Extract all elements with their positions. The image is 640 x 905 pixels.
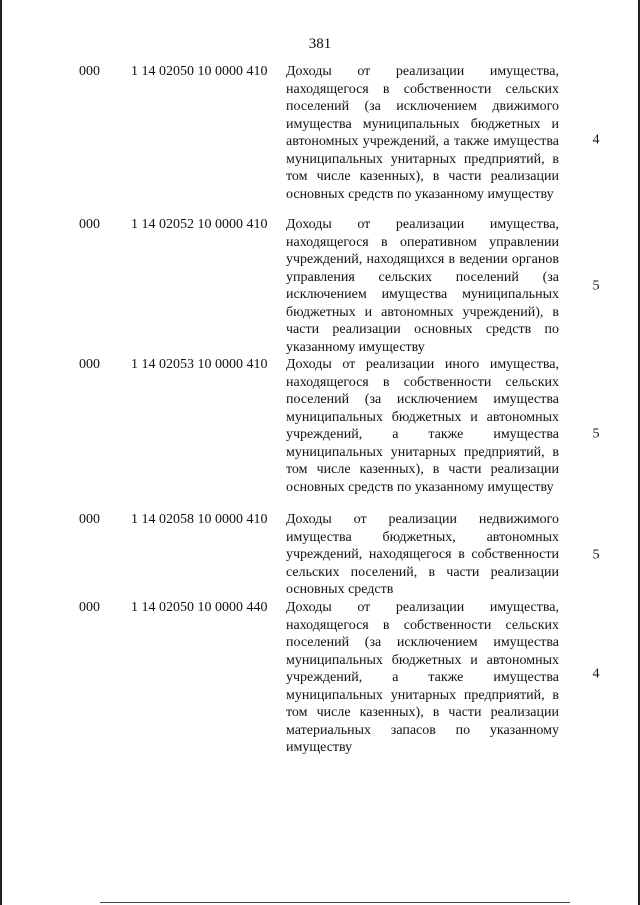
income-code: 1 14 02052 10 0000 410 bbox=[131, 217, 268, 232]
income-name: Доходы от реализации иного имущества, находящегося в собственности сельских поселений (за исключением имущества муниципальных бюджетных и автономных учреждений, а также имущества муниципальных унитарных предприятий, в том числе казенных), в части реализации основных средств по указанному имуществу bbox=[286, 357, 559, 495]
table-row bbox=[0, 216, 640, 356]
admin-code: 000 bbox=[79, 217, 100, 232]
admin-code: 000 bbox=[79, 512, 100, 527]
normative-value: 5 bbox=[592, 278, 600, 294]
income-name: Доходы от реализации имущества, находящегося в собственности сельских поселений (за исключением движимого имущества муниципальных бюджетных и автономных учреждений, а также имущества муниципальных унитарных предприятий, в том числе казенных), в части реализации основных средств по указанному имуществу bbox=[286, 64, 559, 202]
income-code: 1 14 02053 10 0000 410 bbox=[131, 357, 268, 372]
admin-code: 000 bbox=[79, 357, 100, 372]
income-code: 1 14 02058 10 0000 410 bbox=[131, 512, 268, 527]
bottom-scan-line bbox=[100, 902, 570, 903]
income-code: 1 14 02050 10 0000 440 bbox=[131, 600, 268, 615]
income-table bbox=[0, 63, 640, 755]
table-row bbox=[0, 63, 640, 216]
page-number: 381 bbox=[308, 36, 332, 52]
income-name: Доходы от реализации имущества, находящегося в собственности сельских поселений (за исключением имущества муниципальных бюджетных и автономных учреждений, а также имущества муниципальных унитарных предприятий, в том числе казенных), в части реализации материальных запасов по указанному имуществу bbox=[286, 600, 559, 755]
normative-value: 5 bbox=[592, 547, 600, 563]
income-name: Доходы от реализации имущества, находящегося в оперативном управлении учреждений, находящихся в ведении органов управления сельских поселений (за исключением имущества муниципальных бюджетных и автономных учреждений), в части реализации основных средств по указанному имуществу bbox=[286, 217, 559, 355]
table-row bbox=[0, 511, 640, 599]
admin-code: 000 bbox=[79, 600, 100, 615]
normative-value: 4 bbox=[592, 666, 600, 682]
income-name: Доходы от реализации недвижимого имущества бюджетных, автономных учреждений, находящегося в собственности сельских поселений, в части реализации основных средств bbox=[286, 512, 559, 597]
admin-code: 000 bbox=[79, 64, 100, 79]
table-row bbox=[0, 356, 640, 511]
income-code: 1 14 02050 10 0000 410 bbox=[131, 64, 268, 79]
normative-value: 4 bbox=[592, 131, 600, 147]
table-row bbox=[0, 599, 640, 755]
normative-value: 5 bbox=[592, 425, 600, 441]
